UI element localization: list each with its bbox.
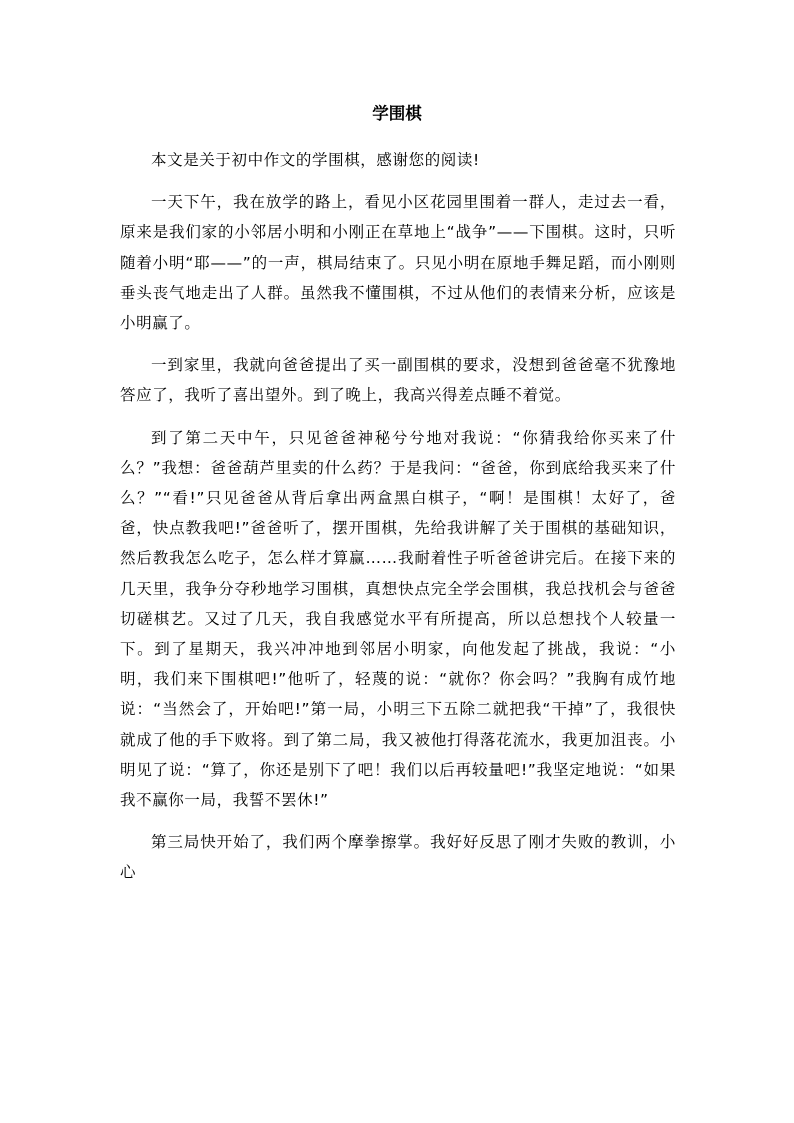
intro-paragraph: 本文是关于初中作文的学围棋，感谢您的阅读!: [151, 151, 480, 169]
body-paragraph: 第三局快开始了，我们两个摩拳擦掌。我好好反思了刚才失败的教训，小心: [120, 833, 676, 882]
document-title: 学围棋: [372, 104, 422, 123]
body-paragraph: 一天下午，我在放学的路上，看见小区花园里围着一群人，走过去一看，原来是我们家的小邻居小明和小刚正在草地上“战争”——下围棋。这时，只听随着小明“耶——”的一声，棋局结束了。只见小明在原地手舞足蹈，而小刚则垂头丧气地走出了人群。虽然我不懂围棋，不过从他们的表情来分析，应该是小明赢了。: [120, 193, 676, 333]
body-paragraph: 一到家里，我就向爸爸提出了买一副围棋的要求，没想到爸爸毫不犹豫地答应了，我听了喜出望外。到了晚上，我高兴得差点睡不着觉。: [120, 356, 676, 405]
document-body: [120, 145, 676, 900]
body-paragraph: 到了第二天中午，只见爸爸神秘兮兮地对我说：“你猜我给你买来了什么？”我想：爸爸葫芦里卖的什么药？于是我问：“爸爸，你到底给我买来了什么？”“看!”只见爸爸从背后拿出两盒黑白棋子，“啊！是围棋！太好了，爸爸，快点教我吧!”爸爸听了，摆开围棋，先给我讲解了关于围棋的基础知识，然后教我怎么吃子，怎么样才算赢……我耐着性子听爸爸讲完后。在接下来的几天里，我争分夺秒地学习围棋，真想快点完全学会围棋，我总找机会与爸爸切磋棋艺。又过了几天，我自我感觉水平有所提高，所以总想找个人较量一下。到了星期天，我兴冲冲地到邻居小明家，向他发起了挑战，我说：“小明，我们来下围棋吧!”他听了，轻蔑的说：“就你？你会吗？”我胸有成竹地说：“当然会了，开始吧!”第一局，小明三下五除二就把我“干掉”了，我很快就成了他的手下败将。到了第二局，我又被他打得落花流水，我更加沮丧。小明见了说：“算了，你还是别下了吧！我们以后再较量吧!”我坚定地说：“如果我不赢你一局，我誓不罢休!”: [120, 428, 676, 810]
